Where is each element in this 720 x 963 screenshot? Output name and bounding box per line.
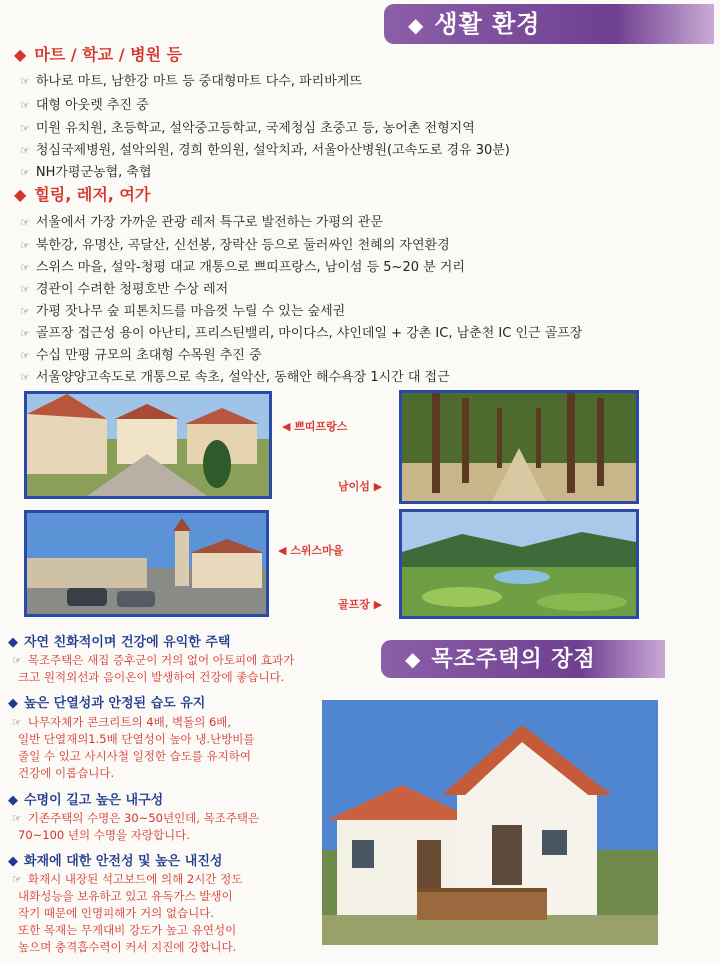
photo-swiss-village xyxy=(24,510,269,617)
list-item: ☞ 북한강, 유명산, 곡달산, 신선봉, 장락산 등으로 둘러싸인 천혜의 자연환경 xyxy=(20,238,450,253)
list-item: ☞ 가평 잣나무 숲 피톤치드를 마음껏 누릴 수 있는 숲세권 xyxy=(20,304,346,319)
diamond-icon: ◆ xyxy=(405,647,422,671)
pointing-hand-icon: ☞ xyxy=(20,349,30,362)
advantage-text: ☞ 화재시 내장된 석고보드에 의해 2시간 정도 내화성능을 보유하고 있고 유독가스 발생이 작기 때문에 인명피해가 거의 없습니다. 또한 목재는 무게대비 강도가 높고 유연성이 높으며 충격흡수력이 커서 지진에 강합니다. xyxy=(12,872,243,954)
section-banner-living xyxy=(384,4,714,44)
pointing-hand-icon: ☞ xyxy=(20,239,30,252)
advantage-title: ◆ 화재에 대한 안전성 및 높은 내진성 xyxy=(8,854,223,869)
pointing-hand-icon: ☞ xyxy=(20,327,30,340)
pointing-hand-icon: ☞ xyxy=(20,305,30,318)
list-item: ☞ 스위스 마을, 설악-청평 대교 개통으로 쁘띠프랑스, 남이섬 등 5~20 분 거리 xyxy=(20,260,465,275)
list-item: ☞ 서울에서 가장 가까운 관광 레저 특구로 발전하는 가평의 관문 xyxy=(20,215,383,230)
pointing-hand-icon: ☞ xyxy=(12,716,22,729)
list-item: ☞ NH가평군농협, 축협 xyxy=(20,165,152,180)
diamond-icon: ◆ xyxy=(8,854,18,869)
pointing-hand-icon: ☞ xyxy=(20,166,30,179)
nami-island-image xyxy=(402,393,636,501)
advantage-text: ☞ 목조주택은 새집 증후군이 거의 없어 아토피에 효과가 크고 원적외선과 음이온이 발생하여 건강에 좋습니다. xyxy=(12,653,295,684)
advantage-text: ☞ 기존주택의 수명은 30~50년인데, 목조주택은 70~100 년의 수명을 자랑합니다. xyxy=(12,811,260,842)
label-petite-france: ◀ 쁘띠프랑스 xyxy=(282,420,348,433)
label-nami-island: 남이섬 ▶ xyxy=(338,480,383,493)
label-golf-course: 골프장 ▶ xyxy=(338,598,383,611)
diamond-icon: ◆ xyxy=(8,635,18,650)
pointing-hand-icon: ☞ xyxy=(12,873,22,886)
pointing-hand-icon: ☞ xyxy=(12,812,22,825)
petite-france-image xyxy=(27,394,269,496)
photo-nami-island xyxy=(399,390,639,504)
pointing-hand-icon: ☞ xyxy=(20,371,30,384)
list-item: ☞ 미원 유치원, 초등학교, 설악중고등학교, 국제청심 초중고 등, 농어촌 전형지역 xyxy=(20,121,475,136)
photo-golf-course xyxy=(399,509,639,619)
diamond-icon: ◆ xyxy=(8,696,18,711)
list-item: ☞ 경관이 수려한 청평호반 수상 레저 xyxy=(20,282,229,297)
advantage-title: ◆ 자연 친화적이며 건강에 유익한 주택 xyxy=(8,635,231,650)
pointing-hand-icon: ☞ xyxy=(20,283,30,296)
diamond-icon: ◆ xyxy=(408,13,425,37)
diamond-icon: ◆ xyxy=(14,45,27,64)
section-title-mart: ◆ 마트 / 학교 / 병원 등 xyxy=(14,45,183,64)
advantage-title: ◆ 높은 단열성과 안정된 습도 유지 xyxy=(8,696,206,711)
pointing-hand-icon: ☞ xyxy=(20,144,30,157)
banner-title: 생활 환경 xyxy=(434,10,541,38)
photo-wooden-house xyxy=(322,700,658,945)
pointing-hand-icon: ☞ xyxy=(20,216,30,229)
pointing-hand-icon: ☞ xyxy=(12,654,22,667)
diamond-icon: ◆ xyxy=(8,793,18,808)
pointing-hand-icon: ☞ xyxy=(20,99,30,112)
list-item: ☞ 골프장 접근성 용이 아난티, 프리스틴밸리, 마이다스, 샤인데일 + 강촌 IC, 남춘천 IC 인근 골프장 xyxy=(20,326,583,341)
advantage-title: ◆ 수명이 길고 높은 내구성 xyxy=(8,793,164,808)
photo-petite-france xyxy=(24,391,272,499)
section-banner-wooden-house xyxy=(381,640,665,678)
banner-title: 목조주택의 장점 xyxy=(431,647,596,672)
list-item: ☞ 청심국제병원, 설악의원, 경희 한의원, 설악치과, 서울아산병원(고속도로 경유 30분) xyxy=(20,143,510,158)
list-item: ☞ 서울양양고속도로 개통으로 속초, 설악산, 동해안 해수욕장 1시간 대 접근 xyxy=(20,370,450,385)
golf-course-image xyxy=(402,512,636,616)
section-title-healing: ◆ 힐링, 레저, 여가 xyxy=(14,185,151,204)
list-item: ☞ 하나로 마트, 남한강 마트 등 중대형마트 다수, 파리바게뜨 xyxy=(20,74,362,89)
pointing-hand-icon: ☞ xyxy=(20,261,30,274)
swiss-village-image xyxy=(27,513,266,614)
wooden-house-image xyxy=(322,700,658,945)
label-swiss-village: ◀ 스위스마을 xyxy=(278,544,344,557)
pointing-hand-icon: ☞ xyxy=(20,75,30,88)
list-item: ☞ 수십 만평 규모의 초대형 수목원 추진 중 xyxy=(20,348,262,363)
diamond-icon: ◆ xyxy=(14,185,27,204)
list-item: ☞ 대형 아웃렛 추진 중 xyxy=(20,98,149,113)
advantage-text: ☞ 나무자체가 콘크리트의 4배, 벽돌의 6배, 일반 단열재의1.5배 단열성이 높아 냉.난방비를 줄일 수 있고 사시사철 일정한 습도를 유지하여 건강에 이롭습니다. xyxy=(12,715,255,780)
pointing-hand-icon: ☞ xyxy=(20,122,30,135)
